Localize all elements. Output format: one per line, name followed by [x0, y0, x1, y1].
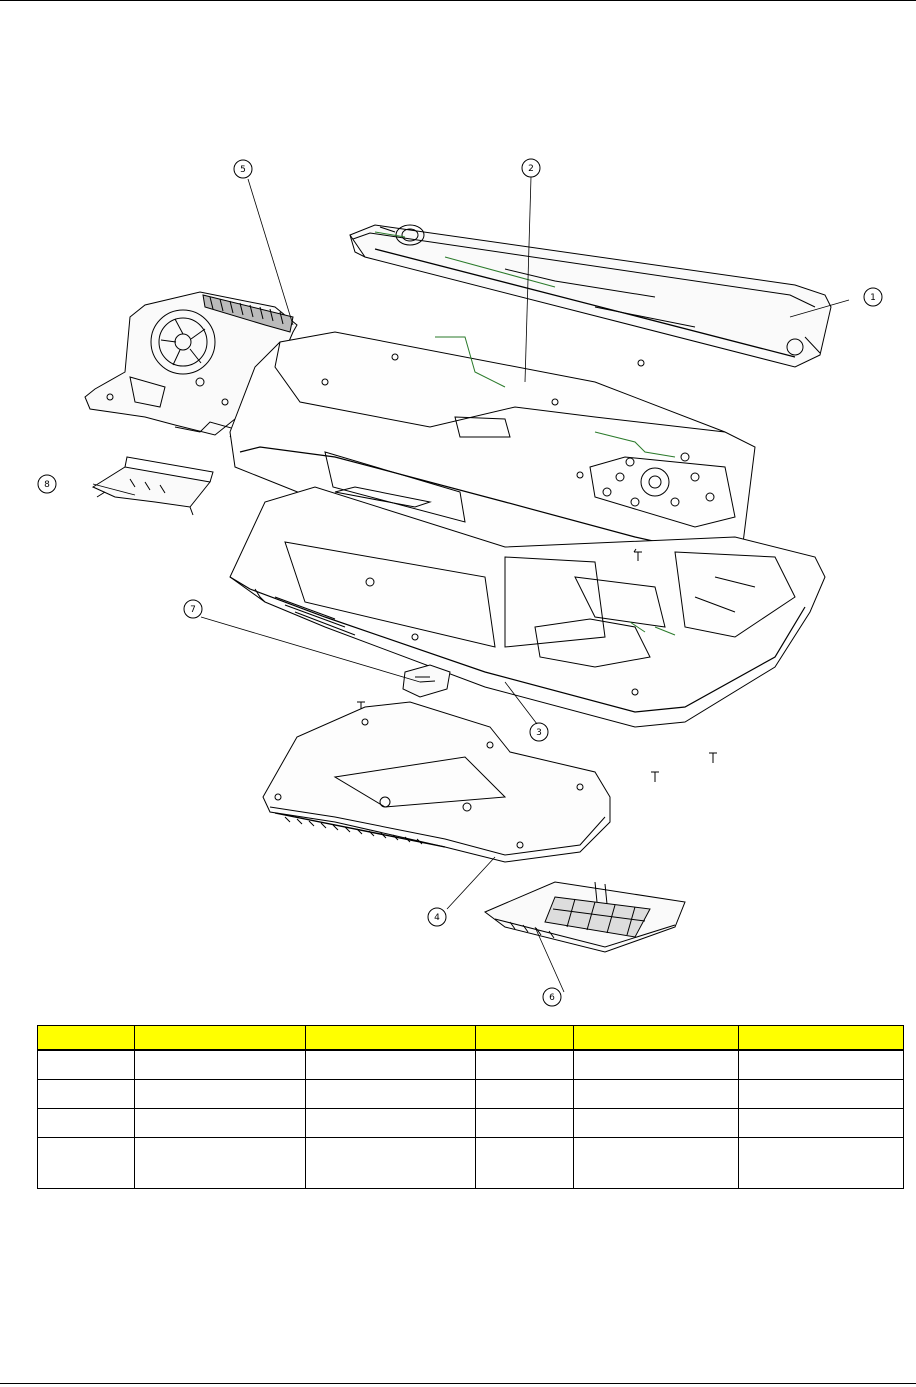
table-cell — [38, 1050, 135, 1080]
table-row — [38, 1050, 904, 1080]
table-cell — [574, 1109, 739, 1138]
table-cell — [739, 1138, 904, 1189]
top-cover-part — [350, 225, 831, 367]
table-header-cell — [476, 1026, 574, 1051]
exploded-view-figure — [35, 157, 905, 1007]
bottom-rule — [0, 1383, 916, 1384]
table-row — [38, 1109, 904, 1138]
table-cell — [38, 1138, 135, 1189]
table-cell — [306, 1138, 476, 1189]
callout-6: 6 — [549, 993, 555, 1003]
table-cell — [574, 1080, 739, 1109]
callout-2: 2 — [528, 164, 534, 174]
table-cell — [574, 1138, 739, 1189]
table-header-row — [38, 1026, 904, 1051]
table-row — [38, 1080, 904, 1109]
table-cell — [135, 1109, 306, 1138]
table-row — [38, 1138, 904, 1189]
table-cell — [476, 1109, 574, 1138]
table-cell — [306, 1080, 476, 1109]
table-cell — [476, 1138, 574, 1189]
table-cell — [306, 1109, 476, 1138]
table-cell — [135, 1050, 306, 1080]
table-cell — [739, 1109, 904, 1138]
callout-1: 1 — [870, 293, 876, 303]
table-cell — [135, 1080, 306, 1109]
top-rule — [0, 0, 916, 1]
table-cell — [135, 1138, 306, 1189]
exploded-view-drawing — [35, 157, 905, 1007]
callout-5: 5 — [240, 165, 246, 175]
table-header-cell — [739, 1026, 904, 1051]
table-cell — [306, 1050, 476, 1080]
table-header-cell — [574, 1026, 739, 1051]
callout-7: 7 — [190, 605, 196, 615]
bottom-door-part — [263, 702, 610, 862]
table-cell — [739, 1080, 904, 1109]
table-cell — [476, 1080, 574, 1109]
callout-8: 8 — [44, 480, 50, 490]
table-cell — [739, 1050, 904, 1080]
memory-door-part — [485, 882, 685, 952]
table-cell — [574, 1050, 739, 1080]
table-cell — [38, 1109, 135, 1138]
table-header-cell — [38, 1026, 135, 1051]
table-header-cell — [306, 1026, 476, 1051]
table-cell — [476, 1050, 574, 1080]
small-cover-part — [403, 665, 450, 697]
table-header-cell — [135, 1026, 306, 1051]
callout-3: 3 — [536, 728, 542, 738]
card-bracket-part — [93, 457, 213, 515]
table-cell — [38, 1080, 135, 1109]
callout-4: 4 — [434, 913, 440, 923]
parts-table — [37, 1025, 904, 1189]
